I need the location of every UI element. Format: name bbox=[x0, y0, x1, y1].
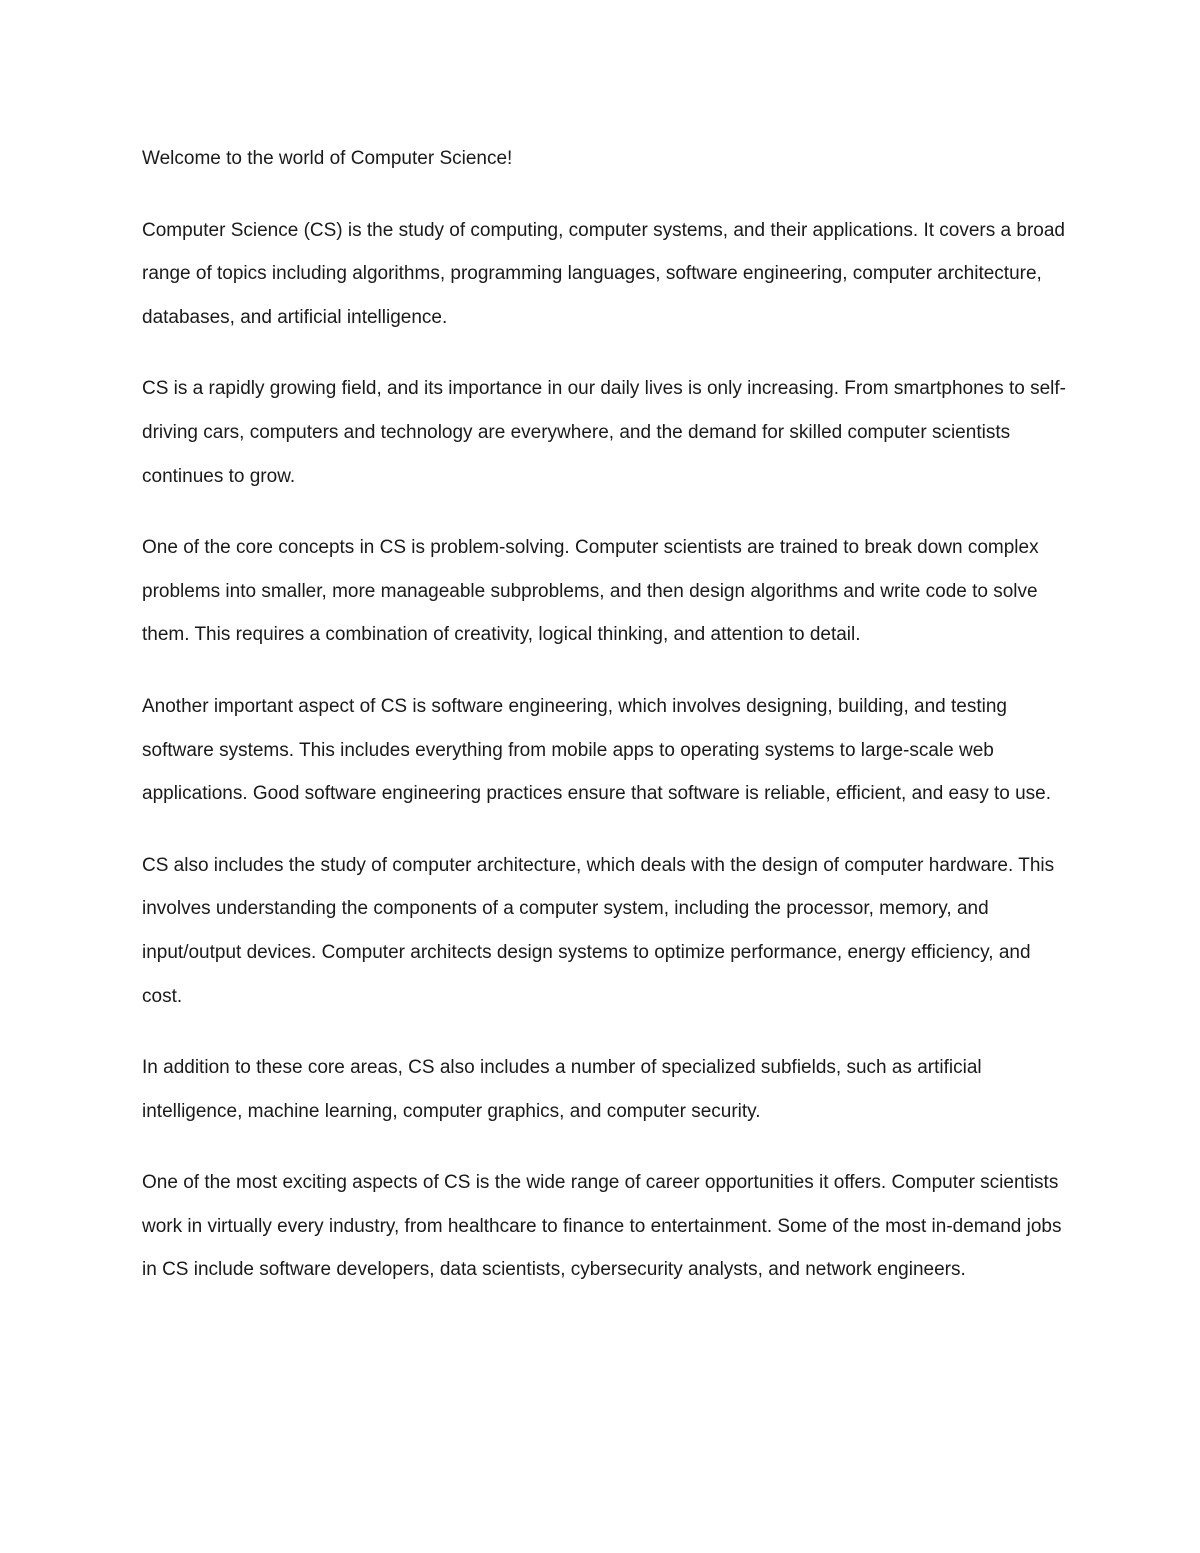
paragraph-growing-field: CS is a rapidly growing field, and its importance in our daily lives is only increasing. From smartphones to self-driving cars, computers and technology are everywhere, and the demand for skilled computer scientists continues to grow. bbox=[142, 378, 1067, 487]
paragraph-computer-architecture: CS also includes the study of computer architecture, which deals with the design of computer hardware. This involves understanding the components of a computer system, including the processor, memory, and input/output devices. Computer architects design systems to optimize performance, energy efficiency, and cost. bbox=[142, 854, 1055, 1007]
document-greeting: Welcome to the world of Computer Science! bbox=[142, 148, 513, 169]
paragraph-subfields: In addition to these core areas, CS also includes a number of specialized subfields, such as artificial intelligence, machine learning, computer graphics, and computer security. bbox=[142, 1057, 982, 1122]
document-body bbox=[142, 137, 1072, 1320]
paragraph-careers: One of the most exciting aspects of CS is the wide range of career opportunities it offers. Computer scientists work in virtually every industry, from healthcare to finance to entertainment. Some of the most in-demand jobs in CS include software developers, data scientists, cybersecurity analysts, and network engineers. bbox=[142, 1172, 1062, 1281]
paragraph-problem-solving: One of the core concepts in CS is problem-solving. Computer scientists are trained to break down complex problems into smaller, more manageable subproblems, and then design algorithms and write code to solve them. This requires a combination of creativity, logical thinking, and attention to detail. bbox=[142, 537, 1039, 646]
paragraph-software-engineering: Another important aspect of CS is software engineering, which involves designing, building, and testing software systems. This includes everything from mobile apps to operating systems to large-scale web applications. Good software engineering practices ensure that software is reliable, efficient, and easy to use. bbox=[142, 695, 1052, 805]
paragraph-cs-definition: Computer Science (CS) is the study of computing, computer systems, and their applications. It covers a broad range of topics including algorithms, programming languages, software engineering, computer architecture, databases, and artificial intelligence. bbox=[142, 219, 1065, 328]
